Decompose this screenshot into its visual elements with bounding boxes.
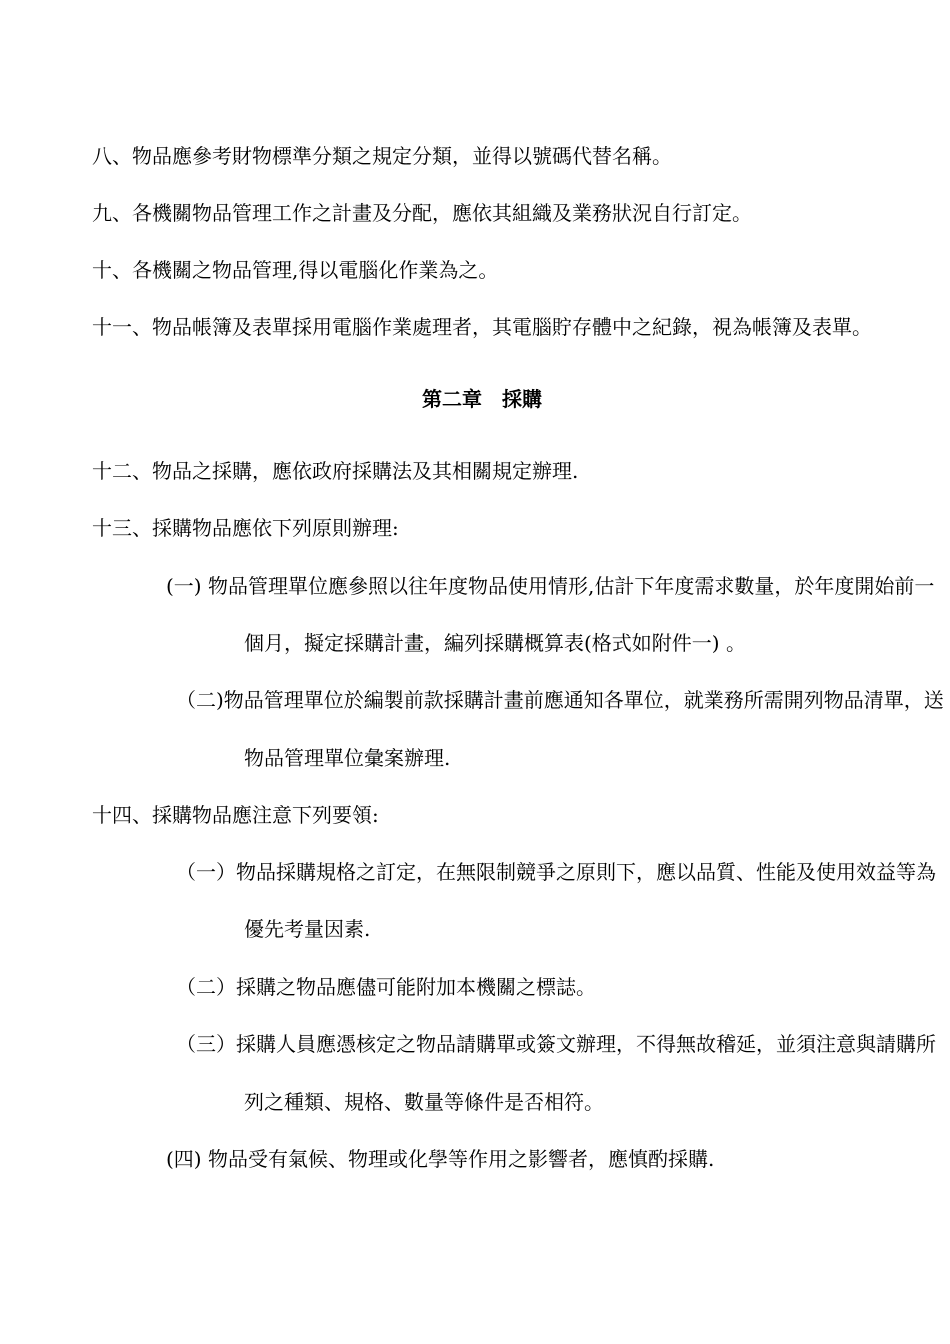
article-14-clause-4-line-1: (四) 物品受有氣候、物理或化學等作用之影響者，應慎酌採購. xyxy=(166,1147,715,1171)
article-9: 九、各機關物品管理工作之計畫及分配，應依其組織及業務狀況自行訂定。 xyxy=(92,201,752,225)
article-13: 十三、採購物品應依下列原則辦理: xyxy=(92,516,399,540)
article-14-clause-3-line-2: 列之種類、規格、數量等條件是否相符。 xyxy=(244,1090,604,1114)
article-12: 十二、物品之採購，應依政府採購法及其相關規定辦理. xyxy=(92,459,579,483)
article-13-clause-1-line-1: (一) 物品管理單位應參照以往年度物品使用情形,估計下年度需求數量，於年度開始前一 xyxy=(166,574,935,598)
article-10: 十、各機關之物品管理,得以電腦化作業為之。 xyxy=(92,258,499,282)
article-11: 十一、物品帳簿及表單採用電腦作業處理者，其電腦貯存體中之紀錄，視為帳簿及表單。 xyxy=(92,315,872,339)
article-8: 八、物品應參考財物標準分類之規定分類，並得以號碼代替名稱。 xyxy=(92,144,672,168)
article-13-clause-1-line-2: 個月，擬定採購計畫，編列採購概算表(格式如附件一) 。 xyxy=(244,631,746,655)
article-13-clause-2-line-1: （二)物品管理單位於編製前款採購計畫前應通知各單位，就業務所需開列物品清單，送 xyxy=(176,688,944,712)
article-13-clause-2-line-2: 物品管理單位彙案辦理. xyxy=(244,746,451,770)
chapter-heading: 第二章 採購 xyxy=(422,387,542,411)
article-14-clause-1-line-1: （一）物品採購規格之訂定，在無限制競爭之原則下，應以品質、性能及使用效益等為 xyxy=(176,860,936,884)
article-14-clause-3-line-1: （三）採購人員應憑核定之物品請購單或簽文辦理，不得無故稽延，並須注意與請購所 xyxy=(176,1032,936,1056)
article-14-clause-2-line-1: （二）採購之物品應儘可能附加本機關之標誌。 xyxy=(176,975,596,999)
article-14: 十四、採購物品應注意下列要領: xyxy=(92,803,379,827)
article-14-clause-1-line-2: 優先考量因素. xyxy=(244,917,371,941)
